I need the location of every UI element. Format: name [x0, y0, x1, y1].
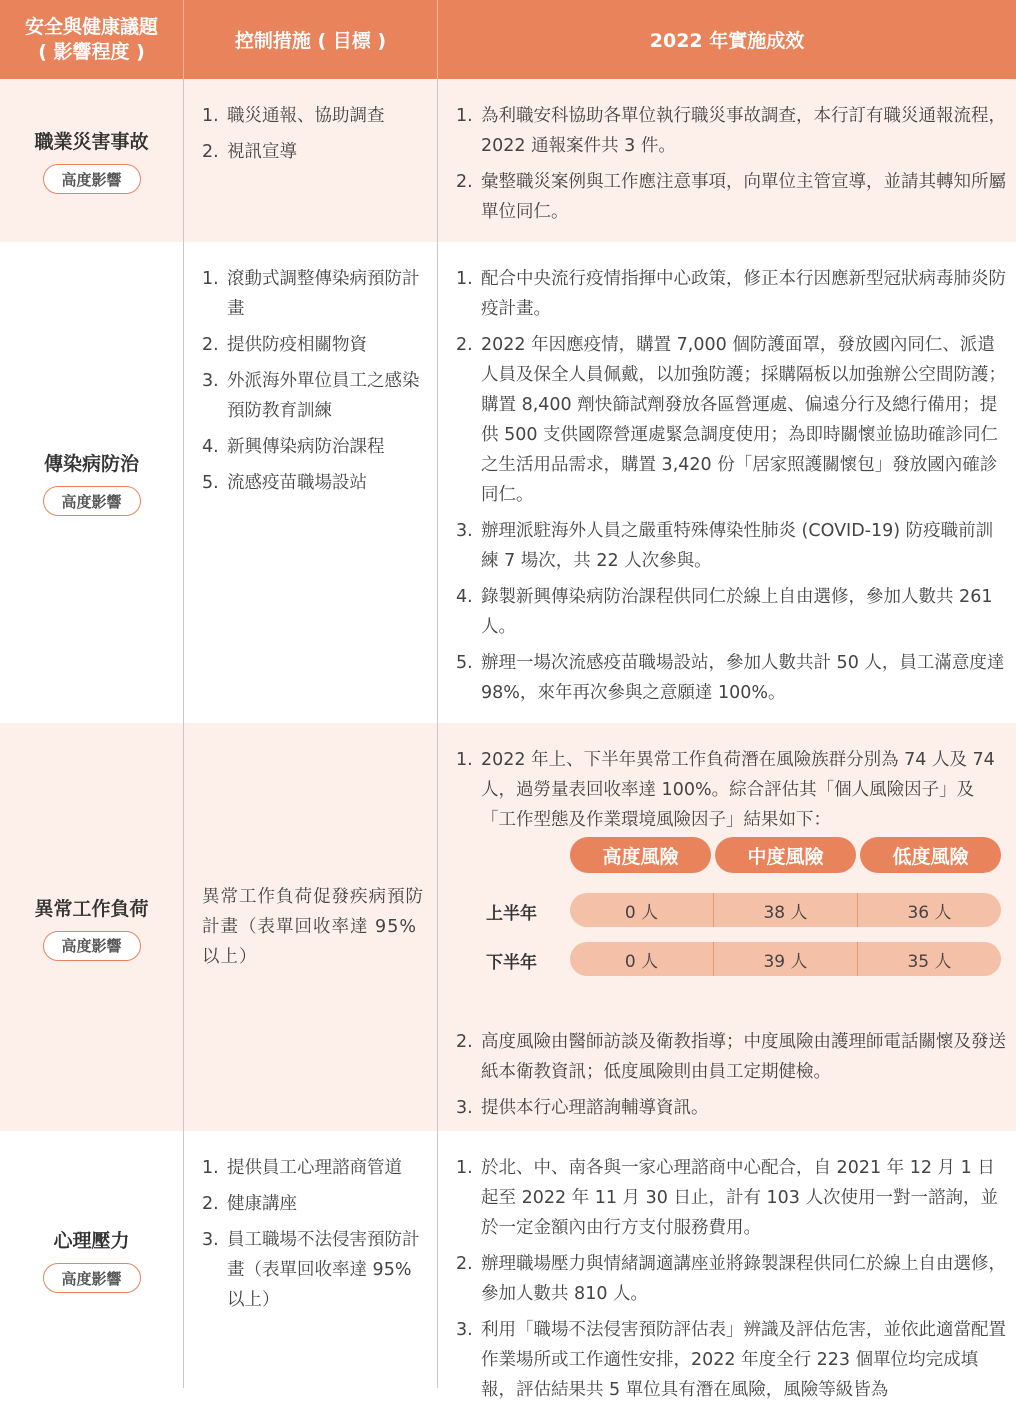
risk-table — [456, 841, 1008, 1023]
risk-row-bar — [570, 893, 1001, 927]
risk-row-label: 上半年 — [486, 904, 537, 924]
list-item: 3. 利用「職場不法侵害預防評估表」辨識及評估危害，並依此適當配置作業場所或工作適性安排，2022 年度全行 223 個單位均完成填報，評估結果共 5 單位具有潛在風險，風險等級皆為 — [456, 1320, 1006, 1400]
measure-text: 異常工作負荷促發疾病預防計畫（表單回收率達 95% 以上） — [202, 887, 424, 967]
header-topic-line1: 安全與健康議題 — [24, 15, 158, 38]
risk-row-label: 下半年 — [486, 953, 537, 973]
list-item: 3. 提供本行心理諮詢輔導資訊。 — [456, 1098, 709, 1118]
risk-cell: 0 人 — [624, 902, 659, 923]
impact-badge: 高度影響 — [43, 1263, 141, 1293]
list-item: 2. 健康講座 — [202, 1194, 297, 1214]
risk-header-high: 高度風險 — [570, 837, 711, 873]
header-topic-line2: ( 影響程度 ) — [38, 40, 145, 63]
header-results: 2022 年實施成效 — [437, 0, 1016, 79]
topic-title: 傳染病防治 — [43, 453, 139, 475]
topic-cell — [0, 242, 183, 723]
list-item: 5. 辦理一場次流感疫苗職場設站，參加人數共計 50 人，員工滿意度達 98%，來年再次參與之意願達 100%。 — [456, 653, 1005, 703]
list-item: 2. 高度風險由醫師訪談及衛教指導；中度風險由護理師電話關懷及發送紙本衛教資訊；低度風險則由員工定期健檢。 — [456, 1032, 1006, 1082]
impact-badge: 高度影響 — [43, 164, 141, 194]
table-row — [0, 242, 1016, 723]
topic-title: 異常工作負荷 — [34, 897, 149, 920]
header-topic — [0, 0, 183, 79]
list-item: 1. 滾動式調整傳染病預防計畫 — [202, 269, 420, 319]
measures-cell — [183, 79, 437, 242]
results-cell — [437, 1131, 1016, 1400]
risk-cell: 0 人 — [624, 951, 659, 972]
list-item: 1. 為利職安科協助各單位執行職災事故調查，本行訂有職災通報流程，2022 通報案件共 3 件。 — [456, 106, 1006, 156]
risk-header-medium: 中度風險 — [715, 837, 856, 873]
list-item: 3. 外派海外單位員工之感染預防教育訓練 — [202, 371, 420, 421]
list-item: 1. 提供員工心理諮商管道 — [202, 1158, 402, 1178]
measures-cell — [183, 1131, 437, 1388]
risk-cell: 38 人 — [713, 893, 857, 927]
results-cell — [437, 723, 1016, 1131]
list-item: 5. 流感疫苗職場設站 — [202, 473, 367, 493]
risk-cell: 36 人 — [857, 893, 1001, 927]
table-header — [0, 0, 1016, 79]
list-item: 4. 新興傳染病防治課程 — [202, 437, 385, 457]
topic-title: 職業災害事故 — [34, 131, 149, 153]
impact-badge: 高度影響 — [43, 931, 141, 961]
table-row — [0, 723, 1016, 1131]
list-item: 3. 辦理派駐海外人員之嚴重特殊傳染性肺炎 (COVID-19) 防疫職前訓練 7 場次，共 22 人次參與。 — [456, 521, 994, 571]
topic-cell — [0, 79, 183, 242]
list-item: 4. 錄製新興傳染病防治課程供同仁於線上自由選修，參加人數共 261 人。 — [456, 587, 993, 637]
risk-header-low: 低度風險 — [860, 837, 1001, 873]
risk-cell: 35 人 — [857, 942, 1001, 976]
list-item: 1. 2022 年上、下半年異常工作負荷潛在風險族群分別為 74 人及 74 人，過勞量表回收率達 100%。綜合評估其「個人風險因子」及「工作型態及作業環境風險因子」結果如下： — [456, 750, 995, 830]
list-item: 2. 彙整職災案例與工作應注意事項，向單位主管宣導，並請其轉知所屬單位同仁。 — [456, 172, 1006, 222]
list-item: 2. 視訊宣導 — [202, 142, 297, 162]
list-item: 1. 配合中央流行疫情指揮中心政策，修正本行因應新型冠狀病毒肺炎防疫計畫。 — [456, 269, 1006, 319]
list-item: 2. 2022 年因應疫情，購置 7,000 個防護面罩，發放國內同仁、派遣人員及保全人員佩戴，以加強防護；採購隔板以加強辦公空間防護；購置 8,400 劑快篩試劑發放各區營運處、偏遠分行及總行備用；提供 500 支供國際營運處緊急調度使用；為即時關懷並協助確診同仁之生活用品需求，購置 3,420 份「居家照護關懷包」發放國內確診同仁。 — [456, 335, 1006, 505]
measures-cell — [183, 723, 437, 1131]
results-cell — [437, 242, 1016, 723]
topic-title: 心理壓力 — [53, 1230, 130, 1252]
table-row — [0, 1131, 1016, 1400]
topic-cell — [0, 1131, 183, 1388]
risk-cell: 39 人 — [713, 942, 857, 976]
list-item: 1. 於北、中、南各與一家心理諮商中心配合，自 2021 年 12 月 1 日起至 2022 年 11 月 30 日止，計有 103 人次使用一對一諮詢，並於一定金額內由行方支付服務費用。 — [456, 1158, 998, 1238]
risk-row-bar — [570, 942, 1001, 976]
list-item: 3. 員工職場不法侵害預防計畫（表單回收率達 95% 以上） — [202, 1230, 420, 1310]
header-measures: 控制措施 ( 目標 ) — [183, 0, 437, 79]
topic-cell — [0, 723, 183, 1131]
list-item: 1. 職災通報、協助調查 — [202, 106, 385, 126]
impact-badge: 高度影響 — [43, 486, 141, 516]
list-item: 2. 提供防疫相關物資 — [202, 335, 367, 355]
measures-cell — [183, 242, 437, 723]
results-cell — [437, 79, 1016, 242]
table-row — [0, 79, 1016, 242]
list-item: 2. 辦理職場壓力與情緒調適講座並將錄製課程供同仁於線上自由選修，參加人數共 810 人。 — [456, 1254, 1006, 1304]
